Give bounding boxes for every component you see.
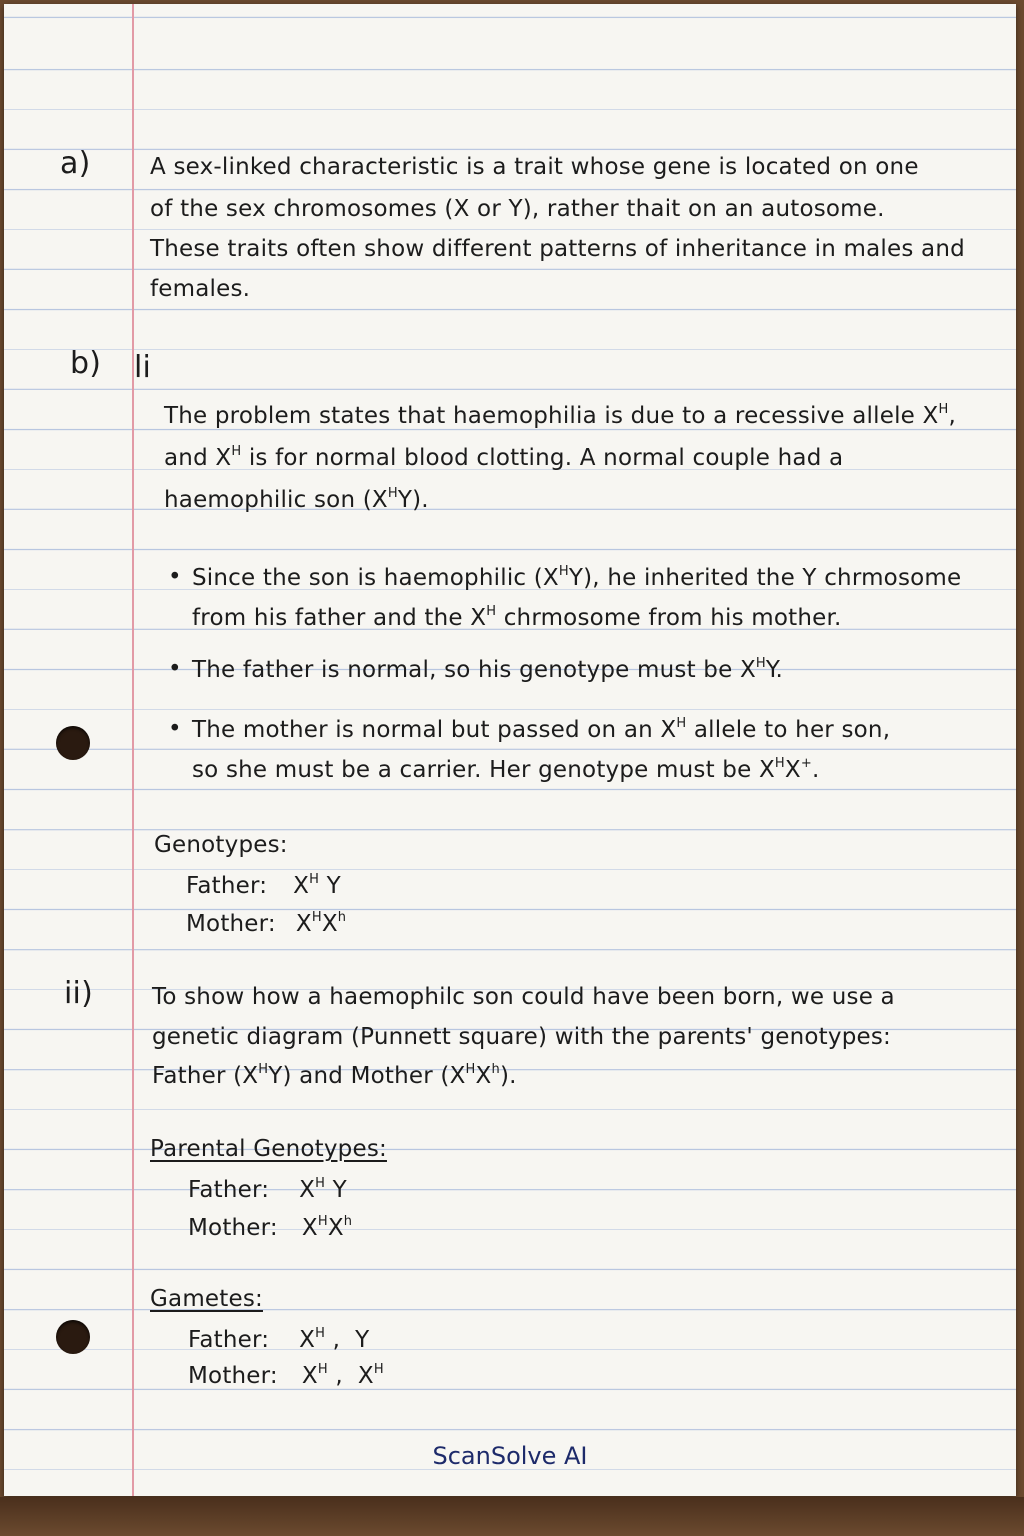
b-i-intro-line-1: The problem states that haemophilia is due to a recessive allele $X^H$, — [164, 402, 956, 429]
margin-line — [132, 4, 134, 1496]
b-ii-line-1: To show how a haemophilc son could have been born, we use a — [152, 984, 895, 1010]
genotype-father: Father: $X^H$ Y — [186, 872, 341, 899]
gametes-heading: Gametes: — [150, 1286, 263, 1312]
watermark: ScanSolve AI — [432, 1442, 588, 1470]
parental-mother: Mother: $X^HX^h$ — [188, 1214, 353, 1241]
gametes-father: Father: $X^H$ , Y — [188, 1326, 370, 1353]
genotype-mother: Mother: $X^HX^h$ — [186, 910, 347, 937]
notebook-page — [4, 4, 1016, 1496]
genotypes-heading: Genotypes: — [154, 832, 288, 858]
label-a: a) — [60, 146, 91, 181]
label-ii: ii) — [64, 976, 93, 1011]
b-ii-line-2: genetic diagram (Punnett square) with the parents' genotypes: — [152, 1024, 891, 1050]
part-a-line-2: of the sex chromosomes (X or Y), rather thait on an autosome. — [150, 196, 885, 222]
parental-father: Father: $X^H$ Y — [188, 1176, 347, 1203]
punch-hole-lower — [56, 1320, 90, 1354]
part-a-line-3: These traits often show different patterns of inheritance in males and — [150, 236, 965, 262]
bullet-1-line-1: • Since the son is haemophilic $(X^HY)$, he inherited the Y chrmosome — [192, 564, 961, 591]
gametes-mother: Mother: $X^H$ , $X^H$ — [188, 1362, 384, 1389]
bullet-1-line-2: from his father and the $X^H$ chrmosome from his mother. — [192, 604, 842, 631]
bullet-3-line-2: so she must be a carrier. Her genotype must be $X^HX^+$. — [192, 756, 820, 783]
punch-hole-upper — [56, 726, 90, 760]
label-b: b) — [70, 346, 102, 381]
b-i-intro-line-3: haemophilic son $(X^HY)$. — [164, 486, 429, 513]
bullet-3-line-1: • The mother is normal but passed on an $X^H$ allele to her son, — [192, 716, 890, 743]
part-a-line-1: A sex-linked characteristic is a trait whose gene is located on one — [150, 154, 919, 180]
b-i-intro-line-2: and $X^H$ is for normal blood clotting. A normal couple had a — [164, 444, 844, 471]
b-ii-line-3: Father $(X^HY)$ and Mother $(X^HX^h)$. — [152, 1062, 517, 1089]
label-b-i: li — [134, 350, 152, 385]
part-a-line-4: females. — [150, 276, 251, 302]
bullet-2-line-1: • The father is normal, so his genotype must be $X^HY$. — [192, 656, 783, 683]
desk-surface — [0, 1497, 1024, 1536]
parental-genotypes-heading: Parental Genotypes: — [150, 1136, 387, 1162]
